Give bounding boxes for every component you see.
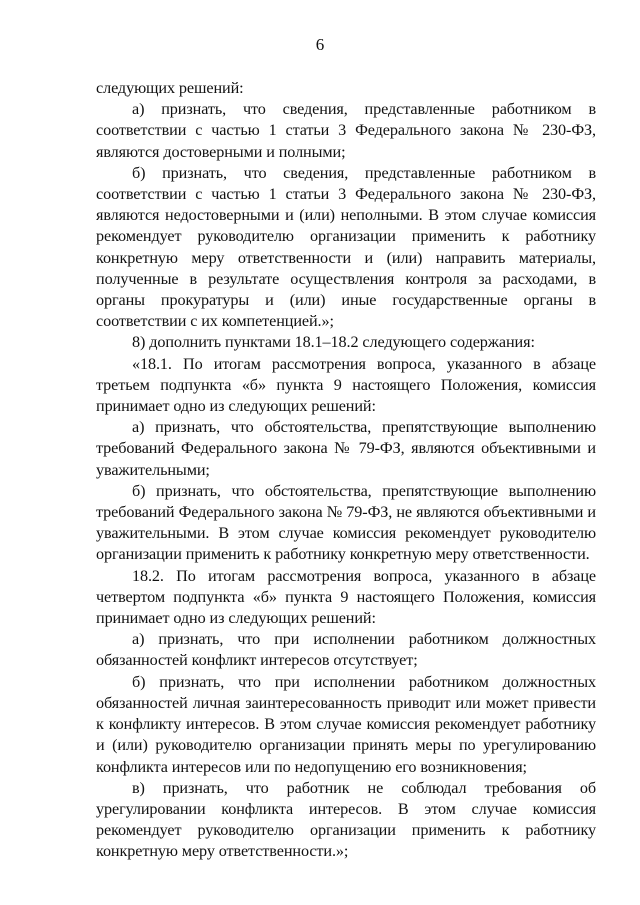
document-body xyxy=(96,78,596,863)
paragraph-18-1-item-a: а) признать, что обстоятельства, препятствующие выполнению требований Федерального закона № 79-ФЗ, являются объективными и уважительными; xyxy=(96,418,596,479)
paragraph-amendment-8: 8) дополнить пунктами 18.1–18.2 следующего содержания: xyxy=(132,333,535,352)
paragraph-item-a: а) признать, что сведения, представленные работником в соответствии с частью 1 статьи 3 Федерального закона № 230-ФЗ, являются достоверными и полными; xyxy=(96,100,596,161)
paragraph-item-b: б) признать, что сведения, представленные работником в соответствии с частью 1 статьи 3 Федерального закона № 230-ФЗ, являются недостоверными и (или) неполными. В этом случае комиссия рекомендует руководителю организации применить к работнику конкретную меру ответственности и (или) направить материалы, полученные в результате осуществления контроля за расходами, в органы прокуратуры и (или) иные государственные органы в соответствии с их компетенцией.»; xyxy=(96,163,596,331)
page-number: 6 xyxy=(315,35,325,54)
paragraph-18-2-item-a: а) признать, что при исполнении работником должностных обязанностей конфликт интересов отсутствует; xyxy=(96,630,596,670)
paragraph-18-1-item-b: б) признать, что обстоятельства, препятствующие выполнению требований Федерального закона № 79-ФЗ, не являются объективными и уважительными. В этом случае комиссия рекомендует руководителю организации применить к работнику конкретную меру ответственности. xyxy=(96,481,596,564)
paragraph-18-1: «18.1. По итогам рассмотрения вопроса, указанного в абзаце третьем подпункта «б» пункта 9 настоящего Положения, комиссия принимает одно из следующих решений: xyxy=(96,354,596,416)
paragraph-continuation: следующих решений: xyxy=(96,79,244,97)
paragraph-18-2-item-c: в) признать, что работник не соблюдал требования об урегулировании конфликта интересов. В этом случае комиссия рекомендует руководителю организации применить к работнику конкретную меру ответственности.»; xyxy=(96,778,596,861)
paragraph-18-2: 18.2. По итогам рассмотрения вопроса, указанного в абзаце четвертом подпункта «б» пункта 9 настоящего Положения, комиссия принимает одно из следующих решений: xyxy=(96,566,596,628)
paragraph-18-2-item-b: б) признать, что при исполнении работником должностных обязанностей личная заинтересованность приводит или может привести к конфликту интересов. В этом случае комиссия рекомендует работнику и (или) руководителю организации принять меры по урегулированию конфликта интересов или по недопущению его возникновения; xyxy=(96,672,596,776)
